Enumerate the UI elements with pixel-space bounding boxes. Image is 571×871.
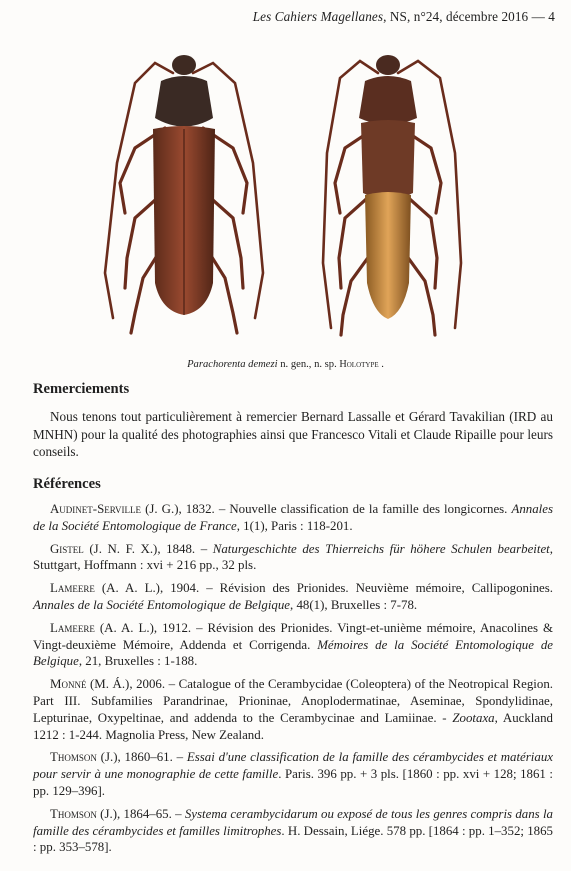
reference-author: Audinet-Serville <box>50 502 142 516</box>
reference-journal: Zootaxa <box>452 710 495 725</box>
reference-journal: Annales de la Société Entomologique de Belgique <box>33 597 291 612</box>
page-header <box>253 9 555 25</box>
reference-journal: Systema cerambycidarum ou exposé de tous les genres compris dans la famille des cérambycides et familles limitrophes <box>33 806 553 838</box>
reference-pages: . H. Dessain, Liége. 578 pp. [1864 : pp. 1–352; 1865 : pp. 353–578]. <box>33 823 553 855</box>
reference-author: Gistel <box>50 541 84 556</box>
reference-author: Thomson <box>50 806 97 821</box>
reference-journal: Annales de la Société Entomologique de France <box>33 502 553 533</box>
journal-issue: n°24, décembre 2016 — 4 <box>413 9 555 24</box>
reference-item <box>33 676 553 743</box>
reference-author: Lameere <box>50 620 95 635</box>
reference-pages: , 21, Bruxelles : 1-188. <box>78 654 198 669</box>
reference-item <box>33 501 553 535</box>
reference-text: (A. A. L.), 1912. – Révision des Prionides. Vingt-et-unième mémoire, Anacolines & Vingt-deuxième Mémoire, Addenda et Corrigenda. <box>33 620 553 652</box>
references-heading: Références <box>33 476 101 492</box>
reference-text: (A. A. L.), 1904. – Révision des Prionides. Neuvième mémoire, Callipogonines. <box>94 581 553 596</box>
reference-text: (J.), 1864–65. – <box>96 806 185 821</box>
reference-item <box>33 749 553 799</box>
journal-title: Les Cahiers Magellanes <box>252 9 384 24</box>
caption-text: n. gen., n. sp. <box>277 359 340 370</box>
caption-type: Holotype <box>339 359 379 370</box>
beetle-figure <box>95 43 480 348</box>
reference-item <box>33 806 553 856</box>
reference-author: Monné <box>50 677 87 692</box>
caption-end: . <box>378 359 384 370</box>
caption-species: Parachorenta demezi <box>187 359 278 370</box>
figure-caption <box>0 359 571 370</box>
reference-journal: Essai d'une classification de la famille des cérambycides et matériaux pour servir à une monographie de cette famille <box>33 750 553 782</box>
reference-item <box>33 580 553 614</box>
reference-text: (M. Á.), 2006. – Catalogue of the Cerambycidae (Coleoptera) of the Neotropical Region. Part III. Subfamilies Parandrinae, Prioninae, Anoplodermatinae, Aseminae, Spondylidinae, Lepturinae, Oxypeltinae, and addenda to the Cerambycinae and Lamiinae. - <box>33 677 553 725</box>
reference-pages: , 1(1), Paris : 118-201. <box>236 518 353 533</box>
reference-journal: Mémoires de la Société Entomologique de Belgique <box>33 637 553 669</box>
reference-journal: Naturgeschichte des Thierreichs für höhere Schulen bearbeitet <box>212 541 550 556</box>
acknowledgments-text: Nous tenons tout particulièrement à remercier Bernard Lassalle et Gérard Tavakilian (IRD au MNHN) pour la qualité des photographies ainsi que Francesco Vitali et Claude Ripaille pour leurs conseils. <box>33 409 553 460</box>
reference-pages: . Paris. 396 pp. + 3 pls. [1860 : pp. xvi + 128; 1861 : pp. 129–396]. <box>33 767 553 798</box>
reference-pages: , Stuttgart, Hoffmann : xvi + 216 pp., 32 pls. <box>33 541 553 573</box>
reference-pages: , Auckland 1212 : 1-244. Magnolia Press, New Zealand. <box>33 710 554 742</box>
references-list <box>33 501 553 862</box>
reference-text: (J. N. F. X.), 1848. – <box>83 541 213 556</box>
reference-item <box>33 541 553 575</box>
reference-text: (J. G.), 1832. – Nouvelle classification de la famille des longicornes. <box>141 502 512 516</box>
acknowledgments-heading: Remerciements <box>33 381 130 397</box>
reference-pages: , 48(1), Bruxelles : 7-78. <box>290 597 418 612</box>
journal-series: , NS, <box>383 9 414 24</box>
reference-author: Lameere <box>50 581 95 596</box>
reference-text: (J.), 1860–61. – <box>96 750 187 765</box>
reference-item <box>33 620 553 670</box>
reference-author: Thomson <box>50 750 97 765</box>
